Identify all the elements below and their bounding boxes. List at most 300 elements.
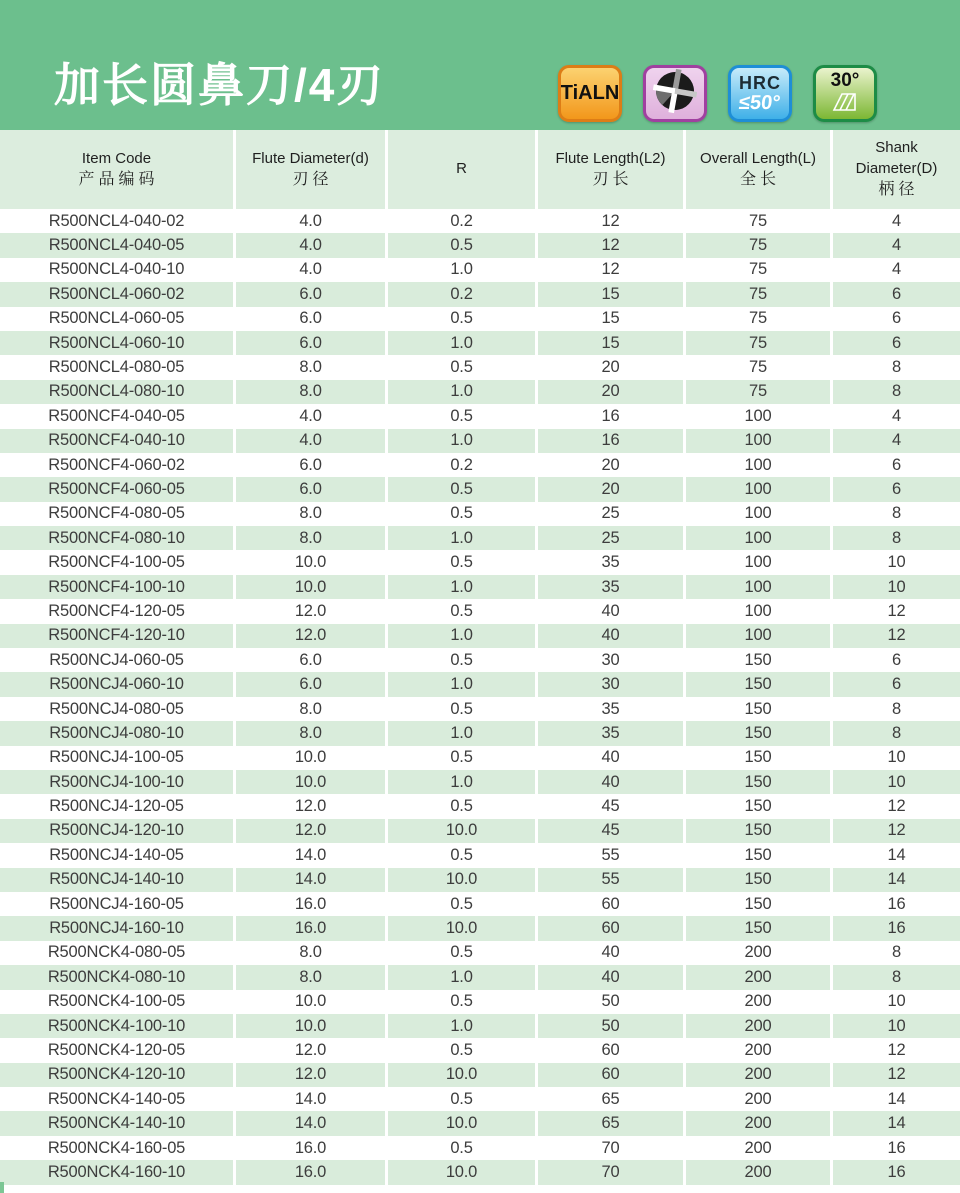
table-row xyxy=(0,1160,960,1184)
value-cell: 16.0 xyxy=(233,1136,385,1160)
table-row xyxy=(0,550,960,574)
item-code-cell: R500NCK4-140-05 xyxy=(47,1089,186,1108)
value-cell: 6 xyxy=(830,307,960,331)
table-row xyxy=(0,258,960,282)
table-row xyxy=(0,941,960,965)
column-header-en: Flute Diameter(d) xyxy=(252,149,369,167)
value-cell: 0.5 xyxy=(385,233,535,257)
value-cell: 0.5 xyxy=(385,892,535,916)
value-cell: 10.0 xyxy=(233,746,385,770)
value-cell: 0.2 xyxy=(385,209,535,233)
table-row xyxy=(0,1136,960,1160)
value-cell: 60 xyxy=(535,916,683,940)
value-cell: 100 xyxy=(683,502,830,526)
value-cell: 50 xyxy=(535,990,683,1014)
value-cell: 6 xyxy=(830,648,960,672)
item-code-cell: R500NCF4-060-05 xyxy=(48,479,185,498)
value-cell: 4 xyxy=(830,404,960,428)
value-cell: 75 xyxy=(683,282,830,306)
column-header-item-code xyxy=(0,130,233,209)
value-cell: 150 xyxy=(683,843,830,867)
table-row xyxy=(0,599,960,623)
value-cell: 8 xyxy=(830,697,960,721)
value-cell: 14 xyxy=(830,1111,960,1135)
value-cell: 100 xyxy=(683,429,830,453)
item-code-cell: R500NCK4-100-05 xyxy=(47,992,186,1011)
value-cell: 1.0 xyxy=(385,965,535,989)
value-cell: 75 xyxy=(683,331,830,355)
table-row xyxy=(0,990,960,1014)
item-code-cell: R500NCL4-060-05 xyxy=(48,309,185,328)
value-cell: 8.0 xyxy=(233,941,385,965)
value-cell: 10 xyxy=(830,990,960,1014)
value-cell: 12.0 xyxy=(233,819,385,843)
value-cell: 75 xyxy=(683,258,830,282)
item-code-cell: R500NCF4-120-05 xyxy=(48,601,185,620)
value-cell: 6 xyxy=(830,282,960,306)
value-cell: 4.0 xyxy=(233,429,385,453)
value-cell: 1.0 xyxy=(385,624,535,648)
value-cell: 0.5 xyxy=(385,1038,535,1062)
value-cell: 200 xyxy=(683,1111,830,1135)
item-code-cell: R500NCJ4-060-10 xyxy=(49,675,184,694)
item-code-cell: R500NCK4-080-05 xyxy=(47,943,186,962)
value-cell: 12 xyxy=(830,794,960,818)
value-cell: 6.0 xyxy=(233,672,385,696)
value-cell: 15 xyxy=(535,331,683,355)
value-cell: 10.0 xyxy=(233,575,385,599)
page-title: 加长圆鼻刀/4刃 xyxy=(54,59,385,111)
value-cell: 55 xyxy=(535,868,683,892)
value-cell: 10.0 xyxy=(385,1111,535,1135)
item-code-cell: R500NCF4-100-05 xyxy=(48,553,185,572)
value-cell: 10.0 xyxy=(385,1063,535,1087)
item-code-cell: R500NCJ4-080-10 xyxy=(49,723,184,742)
value-cell: 6 xyxy=(830,453,960,477)
value-cell: 100 xyxy=(683,526,830,550)
value-cell: 35 xyxy=(535,550,683,574)
value-cell: 200 xyxy=(683,990,830,1014)
value-cell: 40 xyxy=(535,770,683,794)
value-cell: 35 xyxy=(535,721,683,745)
helix-hatch-icon xyxy=(832,90,858,117)
hardness-badge-line2: ≤50° xyxy=(738,91,782,114)
value-cell: 16 xyxy=(830,1160,960,1184)
value-cell: 10 xyxy=(830,746,960,770)
value-cell: 4 xyxy=(830,429,960,453)
value-cell: 6.0 xyxy=(233,331,385,355)
value-cell: 1.0 xyxy=(385,258,535,282)
item-code-cell: R500NCK4-080-10 xyxy=(47,967,186,986)
value-cell: 100 xyxy=(683,575,830,599)
value-cell: 8 xyxy=(830,941,960,965)
value-cell: 4.0 xyxy=(233,404,385,428)
value-cell: 0.5 xyxy=(385,550,535,574)
value-cell: 6 xyxy=(830,672,960,696)
value-cell: 12 xyxy=(535,258,683,282)
value-cell: 200 xyxy=(683,1136,830,1160)
value-cell: 8 xyxy=(830,502,960,526)
table-row xyxy=(0,1014,960,1038)
banner xyxy=(0,0,960,130)
column-header-en: Shank Diameter(D) xyxy=(855,139,938,177)
table-row xyxy=(0,1038,960,1062)
column-header-zh: 柄径 xyxy=(878,180,919,198)
value-cell: 1.0 xyxy=(385,1014,535,1038)
value-cell: 75 xyxy=(683,233,830,257)
item-code-cell: R500NCJ4-140-10 xyxy=(49,870,184,889)
table-row xyxy=(0,331,960,355)
table-row xyxy=(0,697,960,721)
value-cell: 0.5 xyxy=(385,648,535,672)
value-cell: 60 xyxy=(535,1038,683,1062)
value-cell: 6 xyxy=(830,477,960,501)
item-code-cell: R500NCL4-080-05 xyxy=(48,358,185,377)
value-cell: 150 xyxy=(683,892,830,916)
value-cell: 150 xyxy=(683,697,830,721)
column-header-zh: 刃径 xyxy=(292,170,333,188)
value-cell: 8 xyxy=(830,721,960,745)
table-row xyxy=(0,746,960,770)
column-header-en: Item Code xyxy=(81,149,152,167)
value-cell: 8 xyxy=(830,965,960,989)
table-row xyxy=(0,648,960,672)
value-cell: 16.0 xyxy=(233,892,385,916)
value-cell: 200 xyxy=(683,1087,830,1111)
table-row xyxy=(0,770,960,794)
value-cell: 50 xyxy=(535,1014,683,1038)
table-row xyxy=(0,380,960,404)
value-cell: 4.0 xyxy=(233,233,385,257)
column-header-en: Flute Length(L2) xyxy=(555,149,666,167)
item-code-cell: R500NCJ4-080-05 xyxy=(49,699,184,718)
table-row xyxy=(0,233,960,257)
item-code-cell: R500NCK4-140-10 xyxy=(47,1114,186,1133)
table-row xyxy=(0,429,960,453)
value-cell: 75 xyxy=(683,380,830,404)
table-row xyxy=(0,624,960,648)
value-cell: 8 xyxy=(830,526,960,550)
table-row xyxy=(0,721,960,745)
value-cell: 12.0 xyxy=(233,1038,385,1062)
value-cell: 0.5 xyxy=(385,843,535,867)
value-cell: 65 xyxy=(535,1087,683,1111)
item-code-cell: R500NCL4-080-10 xyxy=(48,382,185,401)
item-code-cell: R500NCF4-120-10 xyxy=(48,626,185,645)
value-cell: 14.0 xyxy=(233,1087,385,1111)
value-cell: 150 xyxy=(683,916,830,940)
value-cell: 14.0 xyxy=(233,843,385,867)
table-row xyxy=(0,502,960,526)
value-cell: 0.5 xyxy=(385,794,535,818)
value-cell: 75 xyxy=(683,307,830,331)
value-cell: 0.5 xyxy=(385,746,535,770)
value-cell: 6.0 xyxy=(233,307,385,331)
item-code-cell: R500NCF4-040-05 xyxy=(48,406,185,425)
value-cell: 75 xyxy=(683,355,830,379)
value-cell: 30 xyxy=(535,672,683,696)
value-cell: 70 xyxy=(535,1160,683,1184)
value-cell: 12.0 xyxy=(233,624,385,648)
column-header-zh: 产品编码 xyxy=(78,170,159,188)
value-cell: 0.2 xyxy=(385,282,535,306)
value-cell: 12.0 xyxy=(233,599,385,623)
column-header-zh: 刃长 xyxy=(592,170,633,188)
value-cell: 100 xyxy=(683,453,830,477)
value-cell: 14.0 xyxy=(233,868,385,892)
value-cell: 14.0 xyxy=(233,1111,385,1135)
item-code-cell: R500NCJ4-160-10 xyxy=(49,919,184,938)
table-row xyxy=(0,965,960,989)
table-row xyxy=(0,453,960,477)
table-row xyxy=(0,209,960,233)
value-cell: 12 xyxy=(830,624,960,648)
value-cell: 1.0 xyxy=(385,721,535,745)
value-cell: 4.0 xyxy=(233,258,385,282)
value-cell: 150 xyxy=(683,672,830,696)
hardness-badge xyxy=(728,65,792,122)
value-cell: 200 xyxy=(683,1063,830,1087)
coating-badge xyxy=(558,65,622,122)
value-cell: 8.0 xyxy=(233,355,385,379)
table-header-row xyxy=(0,130,960,209)
value-cell: 10.0 xyxy=(385,868,535,892)
value-cell: 4 xyxy=(830,209,960,233)
table-row xyxy=(0,575,960,599)
helix-angle-label: 30° xyxy=(830,69,860,91)
item-code-cell: R500NCJ4-100-05 xyxy=(49,748,184,767)
value-cell: 200 xyxy=(683,1014,830,1038)
value-cell: 35 xyxy=(535,697,683,721)
hardness-badge-line1: HRC xyxy=(739,72,781,93)
table-row xyxy=(0,794,960,818)
value-cell: 6 xyxy=(830,331,960,355)
four-flute-badge xyxy=(643,65,707,122)
value-cell: 14 xyxy=(830,868,960,892)
item-code-cell: R500NCL4-060-10 xyxy=(48,333,185,352)
item-code-cell: R500NCJ4-120-05 xyxy=(49,797,184,816)
value-cell: 150 xyxy=(683,648,830,672)
value-cell: 15 xyxy=(535,282,683,306)
value-cell: 8.0 xyxy=(233,697,385,721)
table-row xyxy=(0,355,960,379)
value-cell: 100 xyxy=(683,477,830,501)
value-cell: 14 xyxy=(830,843,960,867)
value-cell: 16 xyxy=(830,892,960,916)
value-cell: 65 xyxy=(535,1111,683,1135)
value-cell: 45 xyxy=(535,819,683,843)
table-row xyxy=(0,526,960,550)
value-cell: 16 xyxy=(535,429,683,453)
table-row xyxy=(0,282,960,306)
column-header-zh: 全长 xyxy=(739,170,780,188)
value-cell: 40 xyxy=(535,941,683,965)
coating-badge-label: TiALN xyxy=(560,82,620,104)
value-cell: 10.0 xyxy=(233,770,385,794)
value-cell: 6.0 xyxy=(233,282,385,306)
value-cell: 1.0 xyxy=(385,770,535,794)
value-cell: 20 xyxy=(535,355,683,379)
value-cell: 16.0 xyxy=(233,916,385,940)
value-cell: 0.5 xyxy=(385,1087,535,1111)
value-cell: 12.0 xyxy=(233,794,385,818)
value-cell: 8.0 xyxy=(233,965,385,989)
item-code-cell: R500NCL4-040-02 xyxy=(48,211,185,230)
value-cell: 8.0 xyxy=(233,502,385,526)
column-header-flute-length xyxy=(535,130,683,209)
item-code-cell: R500NCL4-040-05 xyxy=(48,236,185,255)
table-row xyxy=(0,868,960,892)
value-cell: 4 xyxy=(830,258,960,282)
value-cell: 6.0 xyxy=(233,648,385,672)
value-cell: 35 xyxy=(535,575,683,599)
value-cell: 12 xyxy=(535,209,683,233)
value-cell: 10.0 xyxy=(385,819,535,843)
value-cell: 0.5 xyxy=(385,477,535,501)
item-code-cell: R500NCK4-160-05 xyxy=(47,1138,186,1157)
value-cell: 100 xyxy=(683,550,830,574)
value-cell: 200 xyxy=(683,1160,830,1184)
value-cell: 45 xyxy=(535,794,683,818)
value-cell: 1.0 xyxy=(385,672,535,696)
value-cell: 0.5 xyxy=(385,599,535,623)
column-header-en: R xyxy=(456,160,467,178)
helix-angle-badge xyxy=(813,65,877,122)
value-cell: 20 xyxy=(535,380,683,404)
item-code-cell: R500NCJ4-160-05 xyxy=(49,894,184,913)
value-cell: 8.0 xyxy=(233,721,385,745)
value-cell: 12.0 xyxy=(233,1063,385,1087)
value-cell: 16.0 xyxy=(233,1160,385,1184)
value-cell: 150 xyxy=(683,746,830,770)
table-row xyxy=(0,819,960,843)
value-cell: 150 xyxy=(683,721,830,745)
value-cell: 0.5 xyxy=(385,502,535,526)
item-code-cell: R500NCK4-160-10 xyxy=(47,1162,186,1181)
value-cell: 14 xyxy=(830,1087,960,1111)
page-corner-notch xyxy=(0,1182,4,1193)
column-header-overall-length xyxy=(683,130,830,209)
item-code-cell: R500NCF4-040-10 xyxy=(48,431,185,450)
value-cell: 8 xyxy=(830,355,960,379)
value-cell: 12 xyxy=(830,819,960,843)
table-row xyxy=(0,672,960,696)
value-cell: 100 xyxy=(683,404,830,428)
value-cell: 12 xyxy=(830,599,960,623)
table-row xyxy=(0,477,960,501)
value-cell: 0.2 xyxy=(385,453,535,477)
value-cell: 15 xyxy=(535,307,683,331)
table-row xyxy=(0,307,960,331)
value-cell: 200 xyxy=(683,965,830,989)
value-cell: 200 xyxy=(683,941,830,965)
column-header-flute-diameter xyxy=(233,130,385,209)
value-cell: 1.0 xyxy=(385,526,535,550)
value-cell: 10 xyxy=(830,770,960,794)
item-code-cell: R500NCJ4-120-10 xyxy=(49,821,184,840)
value-cell: 12 xyxy=(830,1063,960,1087)
value-cell: 0.5 xyxy=(385,307,535,331)
value-cell: 100 xyxy=(683,599,830,623)
value-cell: 1.0 xyxy=(385,380,535,404)
table-row xyxy=(0,916,960,940)
value-cell: 10.0 xyxy=(233,1014,385,1038)
table-body xyxy=(0,209,960,1185)
value-cell: 40 xyxy=(535,746,683,770)
value-cell: 4.0 xyxy=(233,209,385,233)
value-cell: 55 xyxy=(535,843,683,867)
value-cell: 12 xyxy=(830,1038,960,1062)
item-code-cell: R500NCL4-040-10 xyxy=(48,260,185,279)
value-cell: 0.5 xyxy=(385,1136,535,1160)
value-cell: 1.0 xyxy=(385,575,535,599)
value-cell: 40 xyxy=(535,624,683,648)
value-cell: 0.5 xyxy=(385,355,535,379)
value-cell: 4 xyxy=(830,233,960,257)
column-header-en: Overall Length(L) xyxy=(700,149,816,167)
value-cell: 10.0 xyxy=(385,916,535,940)
value-cell: 6.0 xyxy=(233,453,385,477)
item-code-cell: R500NCK4-100-10 xyxy=(47,1016,186,1035)
value-cell: 10 xyxy=(830,575,960,599)
value-cell: 10 xyxy=(830,1014,960,1038)
item-code-cell: R500NCF4-080-05 xyxy=(48,504,185,523)
value-cell: 150 xyxy=(683,770,830,794)
value-cell: 10.0 xyxy=(233,990,385,1014)
item-code-cell: R500NCJ4-140-05 xyxy=(49,845,184,864)
item-code-cell: R500NCF4-080-10 xyxy=(48,528,185,547)
value-cell: 12 xyxy=(535,233,683,257)
four-flute-icon xyxy=(653,68,697,119)
value-cell: 16 xyxy=(830,916,960,940)
value-cell: 8 xyxy=(830,380,960,404)
value-cell: 150 xyxy=(683,868,830,892)
item-code-cell: R500NCJ4-060-05 xyxy=(49,650,184,669)
table-row xyxy=(0,1111,960,1135)
table-row xyxy=(0,404,960,428)
value-cell: 70 xyxy=(535,1136,683,1160)
value-cell: 0.5 xyxy=(385,697,535,721)
value-cell: 150 xyxy=(683,794,830,818)
value-cell: 10.0 xyxy=(385,1160,535,1184)
column-header-shank-diameter xyxy=(830,130,960,209)
value-cell: 10.0 xyxy=(233,550,385,574)
value-cell: 40 xyxy=(535,599,683,623)
value-cell: 0.5 xyxy=(385,990,535,1014)
value-cell: 100 xyxy=(683,624,830,648)
value-cell: 1.0 xyxy=(385,429,535,453)
value-cell: 1.0 xyxy=(385,331,535,355)
item-code-cell: R500NCF4-060-02 xyxy=(48,455,185,474)
value-cell: 25 xyxy=(535,526,683,550)
value-cell: 20 xyxy=(535,453,683,477)
value-cell: 6.0 xyxy=(233,477,385,501)
value-cell: 8.0 xyxy=(233,526,385,550)
item-code-cell: R500NCK4-120-05 xyxy=(47,1040,186,1059)
value-cell: 0.5 xyxy=(385,404,535,428)
value-cell: 40 xyxy=(535,965,683,989)
value-cell: 16 xyxy=(535,404,683,428)
table-row xyxy=(0,892,960,916)
value-cell: 200 xyxy=(683,1038,830,1062)
table-row xyxy=(0,1087,960,1111)
value-cell: 60 xyxy=(535,1063,683,1087)
value-cell: 8.0 xyxy=(233,380,385,404)
value-cell: 60 xyxy=(535,892,683,916)
item-code-cell: R500NCJ4-100-10 xyxy=(49,772,184,791)
item-code-cell: R500NCK4-120-10 xyxy=(47,1065,186,1084)
value-cell: 150 xyxy=(683,819,830,843)
